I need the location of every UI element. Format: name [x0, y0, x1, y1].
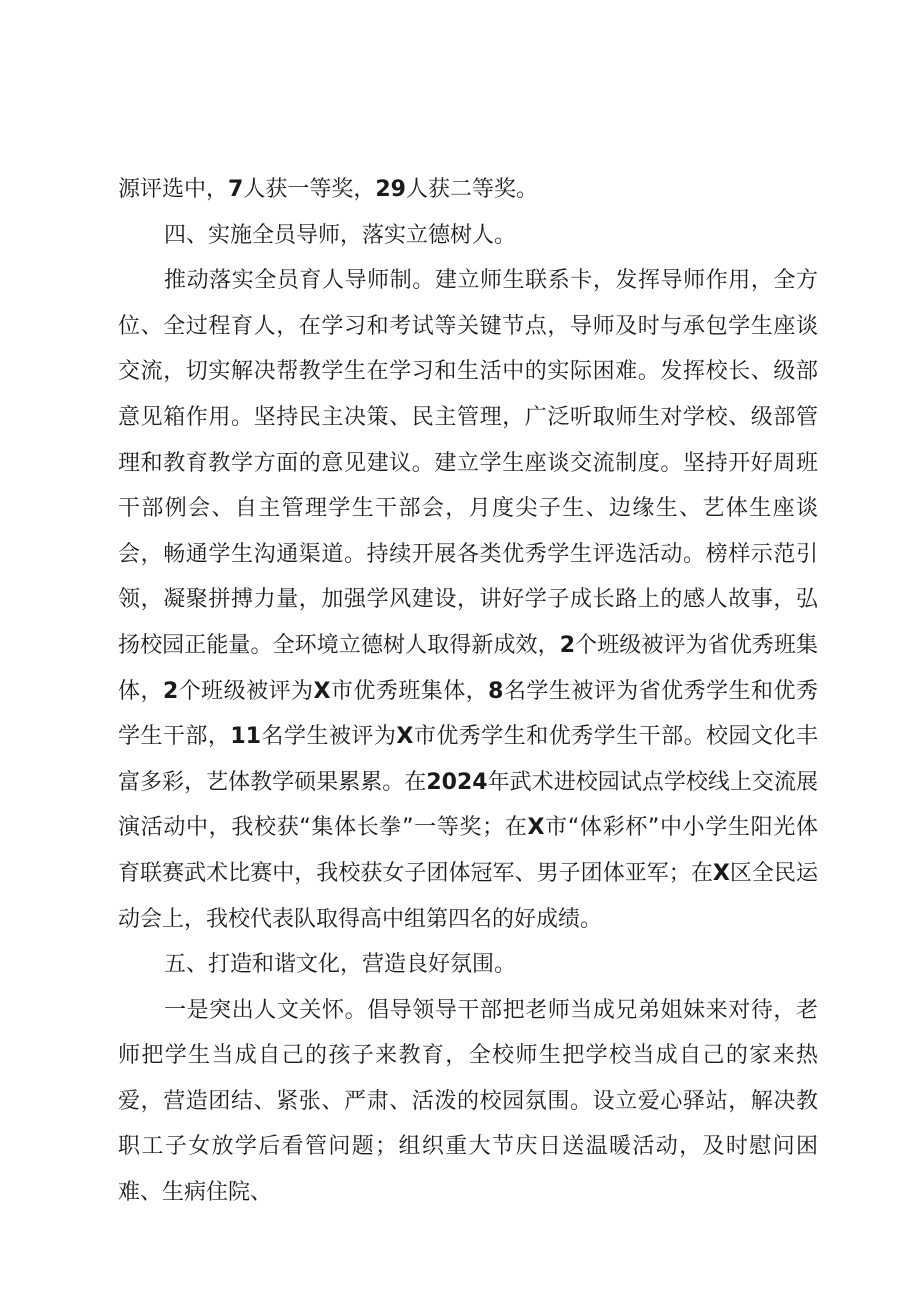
bold-text-run: X: [396, 724, 414, 750]
bold-text-run: X: [527, 815, 545, 841]
bold-text-run: X: [313, 678, 331, 704]
text-run: 年武术进校园试点学校线上交流展演活动中，我校获“集体长拳”一等奖；在: [118, 769, 818, 841]
document-body: [118, 167, 818, 1216]
section-heading: [118, 213, 818, 259]
text-run: 名学生被评为: [261, 724, 397, 750]
text-run: 个班级被评为: [178, 678, 314, 704]
bold-text-run: 7: [228, 177, 244, 202]
text-run: 名学生被评为省优秀学生和优秀学生干部，: [118, 678, 818, 750]
body-paragraph: [118, 988, 818, 1216]
bold-text-run: X: [712, 860, 730, 886]
text-run: 源评选中，: [118, 177, 229, 202]
text-run: 五、打造和谐文化，营造良好氛围。: [164, 952, 517, 978]
text-run: 一是突出人文关怀。倡导领导干部把老师当成兄弟姐妹来对待，老师把学生当成自己的孩子来教育，全校师生把学校当成自己的家来热爱，营造团结、紧张、严肃、活泼的校园氛围。设立爱心驿站，解决教职工子女放学后看管问题；组织重大节庆日送温暖活动，及时慰问困难、生病住院、: [118, 997, 818, 1206]
text-run: 推动落实全员育人导师制。建立师生联系卡，发挥导师作用，全方位、全过程育人，在学习和考试等关键节点，导师及时与承包学生座谈交流，切实解决帮教学生在学习和生活中的实际困难。发挥校长、级部意见箱作用。坚持民主决策、民主管理，广泛听取师生对学校、级部管理和教育教学方面的意见建议。建立学生座谈交流制度。坚持开好周班干部例会、自主管理学生干部会，月度尖子生、边缘生、艺体生座谈会，畅通学生沟通渠道。持续开展各类优秀学生评选活动。榜样示范引领，凝聚拼搏力量，加强学风建设，讲好学子成长路上的感人故事，弘扬校园正能量。全环境立德树人取得新成效，: [118, 268, 818, 658]
text-run: 区全民运动会上，我校代表队取得高中组第四名的好成绩。: [118, 860, 818, 932]
text-run: 个班级被评为省优秀班集体，: [118, 632, 818, 704]
bold-text-run: 8: [488, 678, 504, 704]
text-run: 市“体彩杯”中小学生阳光体育联赛武术比赛中，我校获女子团体冠军、男子团体亚军；在: [118, 815, 819, 886]
bold-text-run: 2024: [426, 769, 488, 795]
text-run: 人获二等奖。: [405, 177, 538, 202]
body-paragraph: [118, 258, 818, 942]
bold-text-run: 2: [559, 632, 576, 658]
bold-text-run: 29: [375, 177, 406, 202]
bold-text-run: 11: [230, 724, 262, 750]
text-run: 市优秀班集体，: [330, 678, 489, 704]
text-run: 四、实施全员导师，落实立德树人。: [164, 222, 517, 248]
text-run: 人获一等奖，: [243, 177, 376, 202]
bold-text-run: 2: [162, 678, 179, 704]
section-heading: [118, 942, 818, 988]
body-paragraph: [118, 167, 818, 213]
text-run: 市优秀学生和优秀学生干部。校园文化丰富多彩，艺体教学硕果累累。在: [118, 724, 818, 795]
